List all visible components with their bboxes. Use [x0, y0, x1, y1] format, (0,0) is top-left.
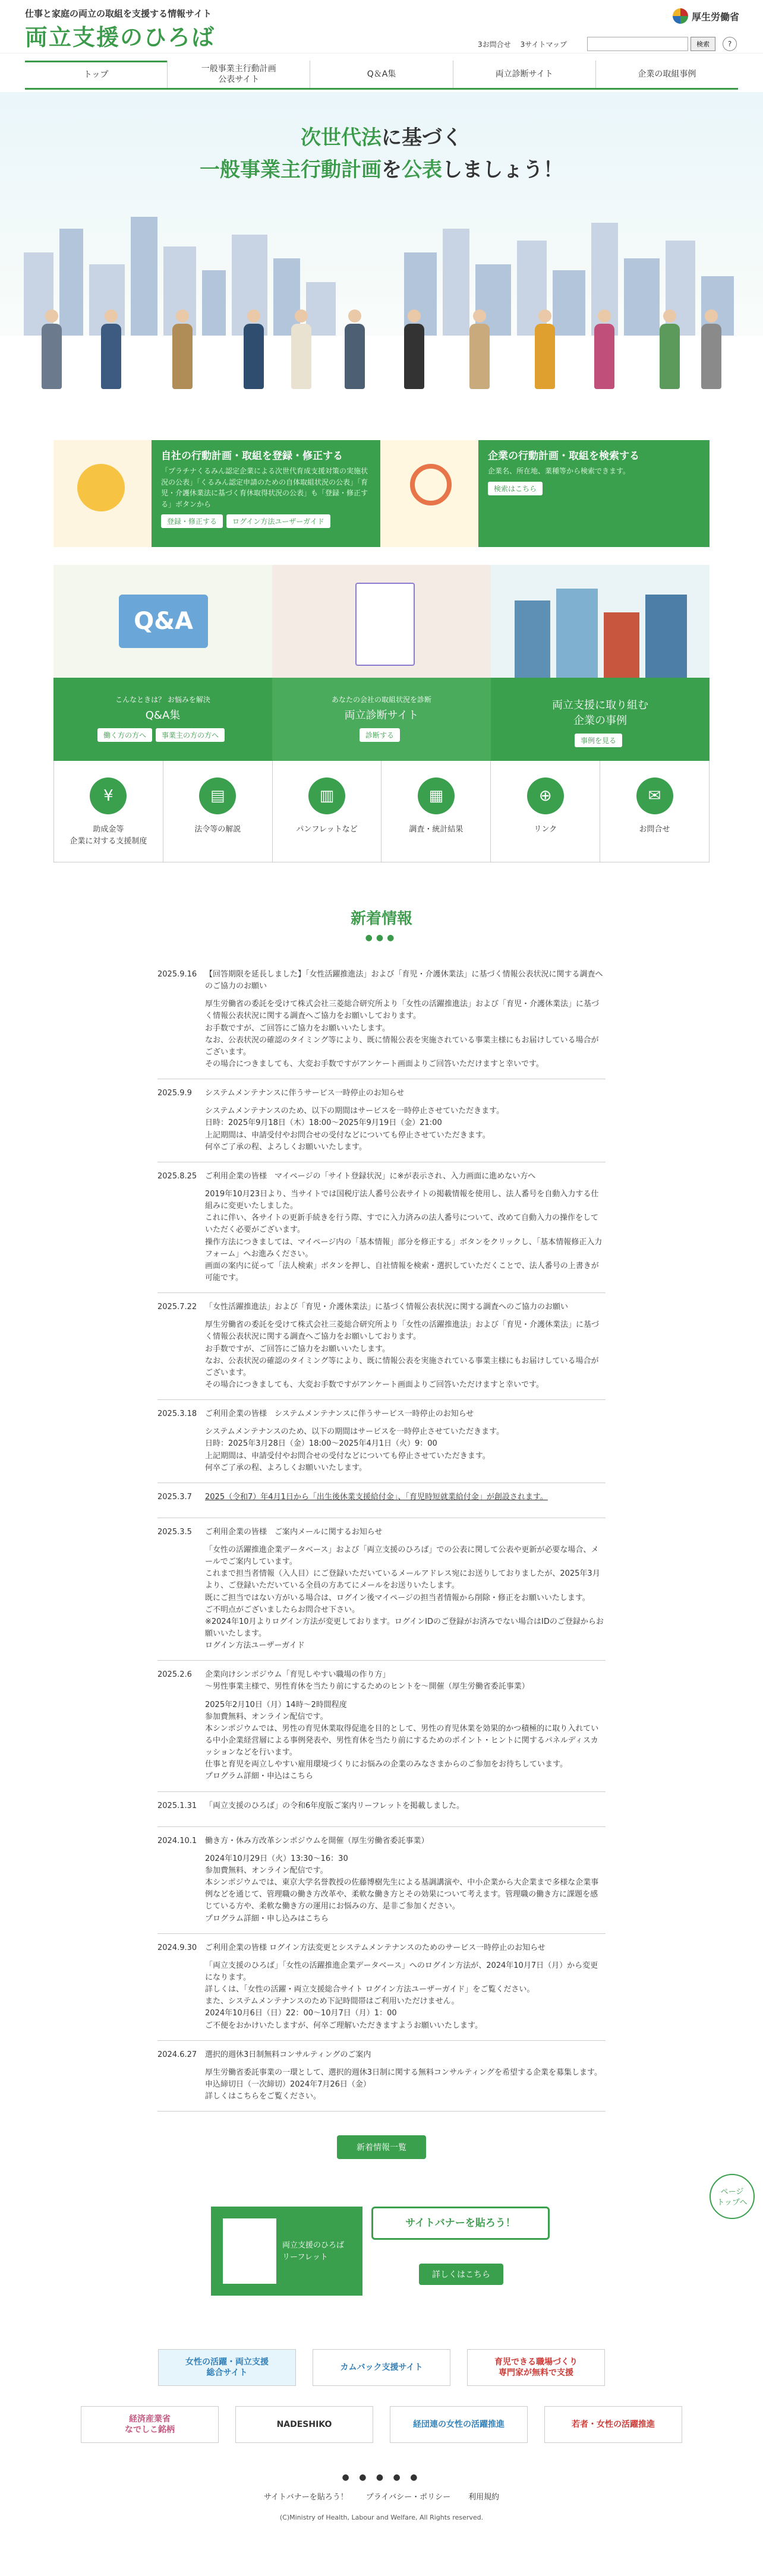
- banner-nadeshiko[interactable]: NADESHIKO: [235, 2406, 373, 2443]
- site-banner-promo: [0, 2207, 763, 2302]
- nav-diagnosis[interactable]: 両立診断サイト: [453, 61, 595, 88]
- site-tagline: 仕事と家庭の両立の取組を支援する情報サイト: [25, 8, 212, 19]
- qa-small-text: こんなときは？ お悩みを解決: [115, 696, 210, 704]
- news-date: 2025.3.18: [157, 1409, 197, 1419]
- register-button[interactable]: 登録・修正する: [161, 514, 223, 528]
- page-top-label: ページ トップへ: [717, 2188, 748, 2208]
- news-date: 2025.2.6: [157, 1670, 192, 1680]
- icon-link-subsidy[interactable]: [54, 761, 163, 862]
- news-body: [205, 1491, 606, 1509]
- icon-link-label: リンク: [534, 825, 557, 834]
- news-date: 2025.9.9: [157, 1089, 192, 1098]
- hero-title-part: 一般事業主行動計画: [200, 158, 382, 182]
- search-company-button[interactable]: 検索はこちら: [488, 482, 543, 495]
- news-item: [157, 1934, 606, 2041]
- news-date: 2024.9.30: [157, 1943, 197, 1952]
- icon-links: [53, 761, 710, 862]
- news-text: 「女性の活躍推進企業データベース」および「両立支援のひろば」での公表に関して公表や更新が必要な場合、メールでご案内しています。 これまで担当者情報（入人目）にご登録いただいているメールアドレス宛にお送りしておりましたが、2025年3月より、ご登録いただいている全員の方あてにメールをお送りいたします。 既にご担当ではない方がいる場合は、ログイン後マイページの担当者情報から削除・修正をお願いいたします。 ご不明点がございましたらお問合せ下さい。 ※2024年10月よりログイン方法が変更しております。ログインIDのご登録がお済みでない場合はIDのご登録からお願いいたします。 ログイン方法ユーザーガイド: [205, 1545, 604, 1651]
- news-headline: ご利用企業の皆様 マイページの「サイト登録状況」に※が表示され、入力画面に進めない方へ: [205, 1171, 536, 1181]
- banner-childcare-expert[interactable]: 育児できる職場づくり 専門家が無料で支援: [467, 2349, 605, 2386]
- news-item: [157, 1792, 606, 1827]
- diagnosis-panel: [272, 678, 491, 761]
- news-text: 厚生労働省の委託を受けて株式会社三菱総合研究所より「女性の活躍推進法」および「育児・介護休業法」に基づく情報公表状況に関する調査へご協力をお願いしております。 お手数ですが、ご回答にご協力をお願いいたします。 なお、公表状況の確認のタイミング等により、既に情報公表を実施されている事業主様にもお届けしている場合がございます。 その場合につきましても、大変お手数ですがアンケート画面よりご回答いただけますと幸いです。: [205, 1000, 600, 1069]
- news-body: [205, 1669, 606, 1782]
- hero-title-part: を: [382, 158, 402, 182]
- hero-title-part: しましょう！: [442, 158, 563, 182]
- news-body: [205, 1942, 606, 2032]
- leaflet-banner[interactable]: [211, 2207, 362, 2296]
- news-text: 2025年2月10日（月）14時〜2時間程度 参加費無料、オンライン配信です。 本シンポジウムでは、男性の育児休業取得促進を目的として、男性の育児休業を効果的かつ積極的に取り入れている中小企業経営層による事例発表や、男性育休を当たり前にするためのポイント・ヒントに関するパネルディスカッションなどを行います。 仕事と育児を両立しやすい雇用環境づくりにお悩みの企業のみなさまからのご参加をお待ちしています。 プログラム詳細・申込はこちら: [205, 1700, 599, 1781]
- banner-women-support-site[interactable]: 女性の活躍・両立支援 総合サイト: [158, 2349, 296, 2386]
- icon-link-label: パンフレットなど: [296, 825, 358, 834]
- news-item: [157, 1293, 606, 1400]
- global-nav: [25, 61, 738, 90]
- news-date: 2025.3.5: [157, 1527, 192, 1537]
- hero-title-part: 公表: [402, 158, 442, 182]
- banner-detail-button[interactable]: 詳しくはこちら: [419, 2264, 503, 2285]
- news-headline[interactable]: 2025（令和7）年4月1日から「出生後休業支援給付金」、「育児時短就業給付金」が創設されます。: [205, 1492, 548, 1502]
- news-body: [205, 1088, 606, 1153]
- qa-illustration: Q&A: [53, 565, 272, 678]
- search-title: 企業の行動計画・取組を検索する: [488, 450, 639, 462]
- register-text: 「プラチナくるみん認定企業による次世代育成支援対策の実施状況の公表」「くるみん認定申請のための自体取組状況の公表」「育児・介護休業法に基づく育休取得状況の公表」も「登録・修正する」ボタンから: [161, 467, 368, 508]
- hero-title-part: に基づく: [382, 126, 462, 150]
- news-headline: 選択的週休3日制無料コンサルティングのご案内: [205, 2050, 371, 2059]
- banner-youth-women[interactable]: 若者・女性の活躍推進: [544, 2406, 682, 2443]
- diagnosis-small-text: あなたの会社の取組状況を診断: [331, 696, 431, 704]
- money-icon: ¥: [90, 777, 127, 814]
- login-guide-button[interactable]: ログイン方法ユーザーガイド: [226, 514, 330, 528]
- icon-link-law[interactable]: [163, 761, 272, 862]
- cases-card[interactable]: [491, 565, 710, 761]
- mhlw-logo-icon: [673, 8, 688, 24]
- mhlw-logo[interactable]: [673, 8, 739, 24]
- leaflet-caption: 両立支援のひろば リーフレット: [282, 2241, 345, 2262]
- news-item: [157, 1518, 606, 1661]
- cases-title: 両立支援に取り組む 企業の事例: [552, 699, 648, 727]
- news-text: 2019年10月23日より、当サイトでは国税庁法人番号公表サイトの掲載情報を使用し、法人番号を自動入力する仕組みに変更いたしました。 これに伴い、各サイトの更新手続きを行う際、すでに入力済みの法人番号について、改めて自動入力の操作をしていただく必要がございます。 操作方法につきましては、マイページ内の「基本情報」部分を修正する」ボタンをクリックし、「基本情報修正入力フォーム」へお進みください。 画面の案内に従って「法人検索」ボタンを押し、自社情報を検索・選択していただくことで、法人番号の上書きが可能です。: [205, 1189, 603, 1282]
- banner-keidanren[interactable]: 経団連の女性の活躍推進: [390, 2406, 528, 2443]
- news-text: システムメンテナンスのため、以下の期間はサービスを一時停止させていただきます。 日時：2025年9月18日（木）18:00〜2025年9月19日（金）21:00 上記期間は、申請受付やお問合せの受付などについても停止させていただきます。 何卒ご了承の程、よろしくお願いいたします。: [205, 1107, 505, 1152]
- news-date: 2024.6.27: [157, 2050, 197, 2059]
- icon-link-label: 調査・統計結果: [409, 825, 464, 834]
- news-title: 新着情報: [350, 910, 412, 928]
- copyright: (C)Ministry of Health, Labour and Welfare, All Rights reserved.: [279, 2514, 484, 2522]
- news-text: 2024年10月29日（火）13:30〜16：30 参加費無料、オンライン配信です。 本シンポジウムでは、東京大学名誉教授の佐藤博樹先生による基調講演や、中小企業から大企業まで多様な企業事例などを通じて、管理職の働き方改革や、柔軟な働き方とその効果について考えます。管理職の働き方に課題を感じている方や、柔軟な働き方の運用にお悩みの方、是非ご参加ください。 プログラム詳細・申し込みはこちら: [205, 1854, 599, 1923]
- mail-icon: ✉: [636, 777, 673, 814]
- register-illustration: [53, 440, 152, 547]
- site-header: [0, 0, 763, 53]
- news-text: 「両立支援のひろば」「女性の活躍推進企業データベース」へのログイン方法が、2024年10月7日（月）から変更になります。 詳しくは、「女性の活躍・両立支援総合サイト ログイン方法ユーザーガイド」をご覧ください。 また、システムメンテナンスのため下記時間帯はご利用いただけません。 2024年10月6日（日）22：00〜10月7日（月）1：00 ご不便をおかけいたしますが、何卒ご理解いただきますようお願いいたします。: [205, 1961, 598, 2030]
- news-date: 2025.1.31: [157, 1801, 197, 1810]
- news-item: [157, 1162, 606, 1293]
- news-text: 厚生労働省の委託を受けて株式会社三菱総合研究所より「女性の活躍推進法」および「育児・介護休業法」に基づく情報公表状況に関する調査へご協力をお願いしております。 お手数ですが、ご回答にご協力をお願いいたします。 なお、公表状況の確認のタイミング等により、既に情報公表を実施されている事業主様にもお届けしている場合がございます。 その場合につきましても、大変お手数ですがアンケート画面よりご回答いただけますと幸いです。: [205, 1320, 600, 1389]
- service-cards: [53, 565, 710, 761]
- news-body: [205, 1301, 606, 1391]
- news-item: [157, 1827, 606, 1934]
- footer-link-banner[interactable]: サイトバナーを貼ろう！: [263, 2493, 348, 2502]
- news-body: [205, 2049, 606, 2103]
- news-body: [205, 1171, 606, 1284]
- search-illustration: [380, 440, 478, 547]
- nav-top[interactable]: トップ: [25, 61, 167, 88]
- utility-links: [478, 39, 567, 49]
- news-text: 厚生労働省委託事業の一環として、選択的週休3日制に関する無料コンサルティングを希望する企業を募集します。 申込締切日（一次締切）2024年7月26日（金） 詳しくはこちらをご覧ください。: [205, 2068, 603, 2101]
- site-title[interactable]: 両立支援のひろば: [25, 24, 216, 50]
- news-date: 2024.10.1: [157, 1836, 197, 1845]
- news-headline: 企業向けシンポジウム「育児しやすい職場の作り方」 〜男性事業主様で、男性育休を当たり前にするためのヒントを〜開催（厚生労働省委託事業）: [205, 1670, 529, 1692]
- news-item: [157, 1483, 606, 1518]
- contact-link[interactable]: 3お問合せ: [478, 40, 511, 49]
- leaflet-thumbnail: [223, 2218, 276, 2284]
- news-item: [157, 2041, 606, 2112]
- news-item: [157, 1079, 606, 1162]
- hero-banner: [0, 92, 763, 419]
- icon-link-statistics[interactable]: [381, 761, 490, 862]
- cases-panel: [491, 678, 710, 761]
- ministry-name: 厚生労働省: [691, 11, 739, 23]
- news-body: [205, 1408, 606, 1474]
- news-body: [205, 1835, 606, 1925]
- news-body: [205, 969, 606, 1070]
- register-title: 自社の行動計画・取組を登録・修正する: [161, 450, 343, 462]
- footer-links: [0, 2490, 763, 2502]
- feature-row: [53, 440, 710, 547]
- chart-icon: ▦: [418, 777, 455, 814]
- paste-banner-heading: サイトバナーを貼ろう！: [371, 2207, 550, 2240]
- nav-qa[interactable]: Q＆A集: [310, 61, 452, 88]
- banner-comeback-support[interactable]: カムバック支援サイト: [313, 2349, 450, 2386]
- search-text: 企業名、所在地、業種等から検索できます。: [488, 467, 630, 475]
- pamphlet-icon: ▥: [308, 777, 345, 814]
- news-item: [157, 960, 606, 1079]
- news-headline: ご利用企業の皆様 ログイン方法変更とシステムメンテナンスのためのサービス一時停止のお知らせ: [205, 1943, 546, 1952]
- qa-worker-button[interactable]: 働く方の方へ: [97, 728, 152, 742]
- news-date: 2025.9.16: [157, 970, 197, 979]
- nav-action-plan[interactable]: [167, 61, 310, 88]
- partner-banners-row: [0, 2349, 763, 2386]
- icon-link-pamphlet[interactable]: [272, 761, 382, 862]
- qa-card[interactable]: [53, 565, 272, 761]
- diagnosis-illustration: [272, 565, 491, 678]
- news-headline: 「女性活躍推進法」および「育児・介護休業法」に基づく情報公表状況に関する調査へのご協力のお願い: [205, 1303, 569, 1312]
- search-panel: [478, 440, 710, 547]
- icon-link-label: お問合せ: [639, 825, 670, 834]
- book-icon: ▤: [199, 777, 236, 814]
- search-button[interactable]: 検索: [691, 37, 715, 51]
- qa-employer-button[interactable]: 事業主の方の方へ: [156, 728, 225, 742]
- news-text: システムメンテナンスのため、以下の期間はサービスを一時停止させていただきます。 日時：2025年3月28日（金）18:00〜2025年4月1日（火）9：00 上記期間は、申請受付やお問合せの受付などについても停止させていただきます。 何卒ご了承の程、よろしくお願いいたします。: [205, 1427, 505, 1472]
- cases-illustration: [491, 565, 710, 678]
- news-date: 2025.8.25: [157, 1171, 197, 1181]
- news-headline: 働き方・休み方改革シンポジウムを開催（厚生労働省委託事業）: [205, 1836, 429, 1845]
- hero-title-part: 次世代法: [301, 126, 382, 150]
- qa-title: Q&A集: [145, 709, 181, 722]
- nav-cases[interactable]: 企業の取組事例: [595, 61, 738, 88]
- diagnosis-button[interactable]: 診断する: [360, 728, 400, 742]
- footer-link-terms[interactable]: 利用規約: [468, 2493, 500, 2502]
- footer-link-privacy[interactable]: プライバシー・ポリシー: [365, 2493, 451, 2502]
- news-headline: ご利用企業の皆様 ご案内メールに関するお知らせ: [205, 1527, 383, 1537]
- link-icon: ⊕: [527, 777, 564, 814]
- icon-link-contact[interactable]: [600, 761, 709, 862]
- nav-action-plan-label: 一般事業主行動計画 公表サイト: [201, 64, 276, 84]
- partner-banners-row: [0, 2406, 763, 2443]
- cases-button[interactable]: 事例を見る: [575, 734, 622, 747]
- news-item: [157, 1400, 606, 1483]
- site-search: [587, 37, 715, 51]
- news-title-decoration: ●●●: [365, 933, 398, 943]
- news-date: 2025.7.22: [157, 1303, 197, 1312]
- sitemap-link[interactable]: 3サイトマップ: [520, 40, 567, 49]
- search-help-icon[interactable]: ?: [723, 37, 737, 51]
- news-item: [157, 1661, 606, 1791]
- news-headline: ご利用企業の皆様 システムメンテナンスに伴うサービス一時停止のお知らせ: [205, 1409, 474, 1419]
- diagnosis-title: 両立診断サイト: [344, 709, 419, 722]
- search-input[interactable]: [587, 37, 688, 51]
- banner-slider-dots[interactable]: ● ● ● ● ●: [342, 2473, 421, 2483]
- icon-link-label: 助成金等 企業に対する支援制度: [70, 825, 147, 846]
- icon-link-label: 法令等の解説: [194, 825, 241, 834]
- news-body: [205, 1526, 606, 1652]
- banner-nadeshiko-meigara[interactable]: 経済産業省 なでしこ銘柄: [81, 2406, 219, 2443]
- icon-link-links[interactable]: [490, 761, 600, 862]
- news-headline: 【回答期限を延長しました】「女性活躍推進法」および「育児・介護休業法」に基づく情報公表状況に関する調査へのご協力のお願い: [205, 970, 603, 991]
- news-list: [157, 960, 606, 2112]
- news-more-button[interactable]: 新着情報一覧: [337, 2135, 426, 2159]
- news-date: 2025.3.7: [157, 1492, 192, 1502]
- diagnosis-card[interactable]: [272, 565, 491, 761]
- news-headline: 「両立支援のひろば」の令和6年度版ご案内リーフレットを掲載しました。: [205, 1801, 464, 1810]
- news-headline: システムメンテナンスに伴うサービス一時停止のお知らせ: [205, 1089, 405, 1098]
- register-panel: [152, 440, 380, 547]
- hero-title: [0, 122, 763, 187]
- news-body: [205, 1800, 606, 1818]
- qa-panel: [53, 678, 272, 761]
